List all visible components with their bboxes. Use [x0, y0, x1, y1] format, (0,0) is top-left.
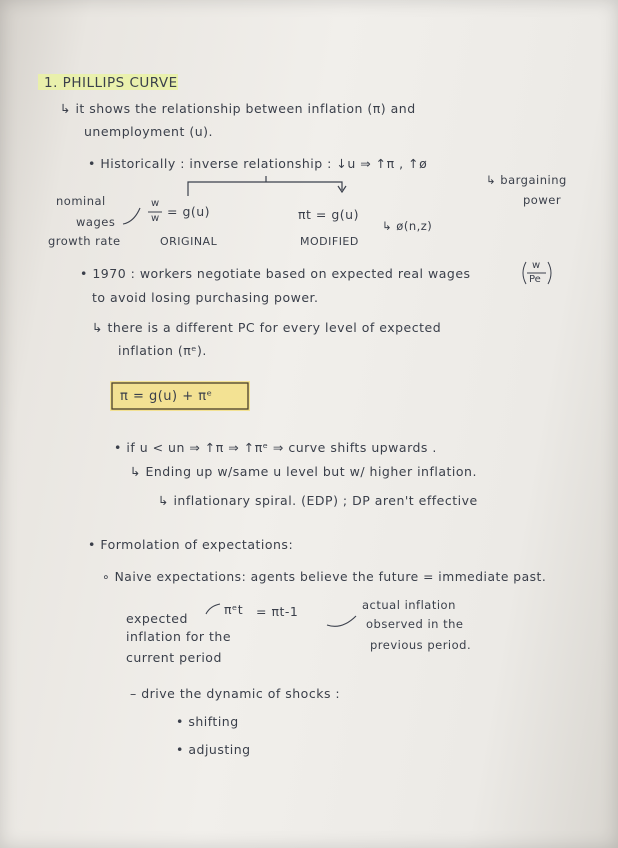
- original-equation-rhs: = g(u): [167, 204, 211, 219]
- observed-in-the-label: observed in the: [366, 617, 464, 631]
- hook-arrow: [123, 208, 140, 224]
- spiral-line: ↳ inflationary spiral. (EDP) ; DP aren't effective: [158, 493, 478, 508]
- nominal-label: nominal: [56, 194, 106, 208]
- growth-rate-label: growth rate: [48, 234, 121, 248]
- ending-line: ↳ Ending up w/same u level but w/ higher inflation.: [130, 464, 477, 479]
- definition-line-2: unemployment (u).: [84, 124, 213, 139]
- original-label: ORIGINAL: [160, 235, 218, 248]
- pi-expected-t: πᵉt: [224, 602, 244, 617]
- w-numerator: w: [151, 198, 160, 209]
- adjusting-item: • adjusting: [176, 742, 251, 757]
- shifting-item: • shifting: [176, 714, 239, 729]
- current-period-label: current period: [126, 650, 222, 665]
- formation-line: • Formolation of expectations:: [88, 537, 294, 552]
- section-title: 1. PHILLIPS CURVE: [44, 75, 178, 91]
- naive-equation-rhs: = πt-1: [256, 604, 299, 619]
- bargaining-label: ↳ bargaining: [486, 173, 567, 187]
- wpe-denominator: Pe: [529, 274, 541, 285]
- expected-label: expected: [126, 611, 188, 626]
- modified-label: MODIFIED: [300, 235, 359, 248]
- power-label: power: [523, 193, 562, 207]
- drive-line: – drive the dynamic of shocks :: [130, 686, 341, 701]
- wages-label: wages: [76, 215, 116, 229]
- paren-left: [523, 262, 526, 284]
- expected-inflation-line: inflation (πᵉ).: [118, 343, 207, 358]
- actual-inflation-label: actual inflation: [362, 598, 456, 612]
- bracket-top: [188, 182, 342, 196]
- 1970-line: • 1970 : workers negotiate based on expected real wages: [80, 266, 471, 281]
- arrow-actual: [327, 616, 356, 626]
- w-denominator: w: [151, 213, 160, 224]
- inflation-for-the-label: inflation for the: [126, 629, 232, 644]
- arrow-expected: [206, 604, 220, 614]
- wpe-numerator: w: [532, 260, 541, 271]
- historically-line: • Historically : inverse relationship : ↓u ⇒ ↑π , ↑ø: [88, 156, 428, 171]
- paren-right: [548, 262, 551, 284]
- definition-line-1: ↳ it shows the relationship between inflation (π) and: [60, 101, 416, 116]
- naive-line: ∘ Naive expectations: agents believe the future = immediate past.: [102, 570, 547, 584]
- phi-note: ↳ ø(n,z): [382, 219, 433, 233]
- previous-period-label: previous period.: [370, 638, 472, 652]
- modified-equation: πt = g(u): [298, 207, 359, 222]
- if-line: • if u < un ⇒ ↑π ⇒ ↑πᵉ ⇒ curve shifts upwards .: [114, 440, 437, 455]
- different-pc-line: ↳ there is a different PC for every level of expected: [92, 320, 442, 335]
- purchasing-power-line: to avoid losing purchasing power.: [92, 290, 319, 305]
- boxed-equation: π = g(u) + πᵉ: [120, 389, 213, 404]
